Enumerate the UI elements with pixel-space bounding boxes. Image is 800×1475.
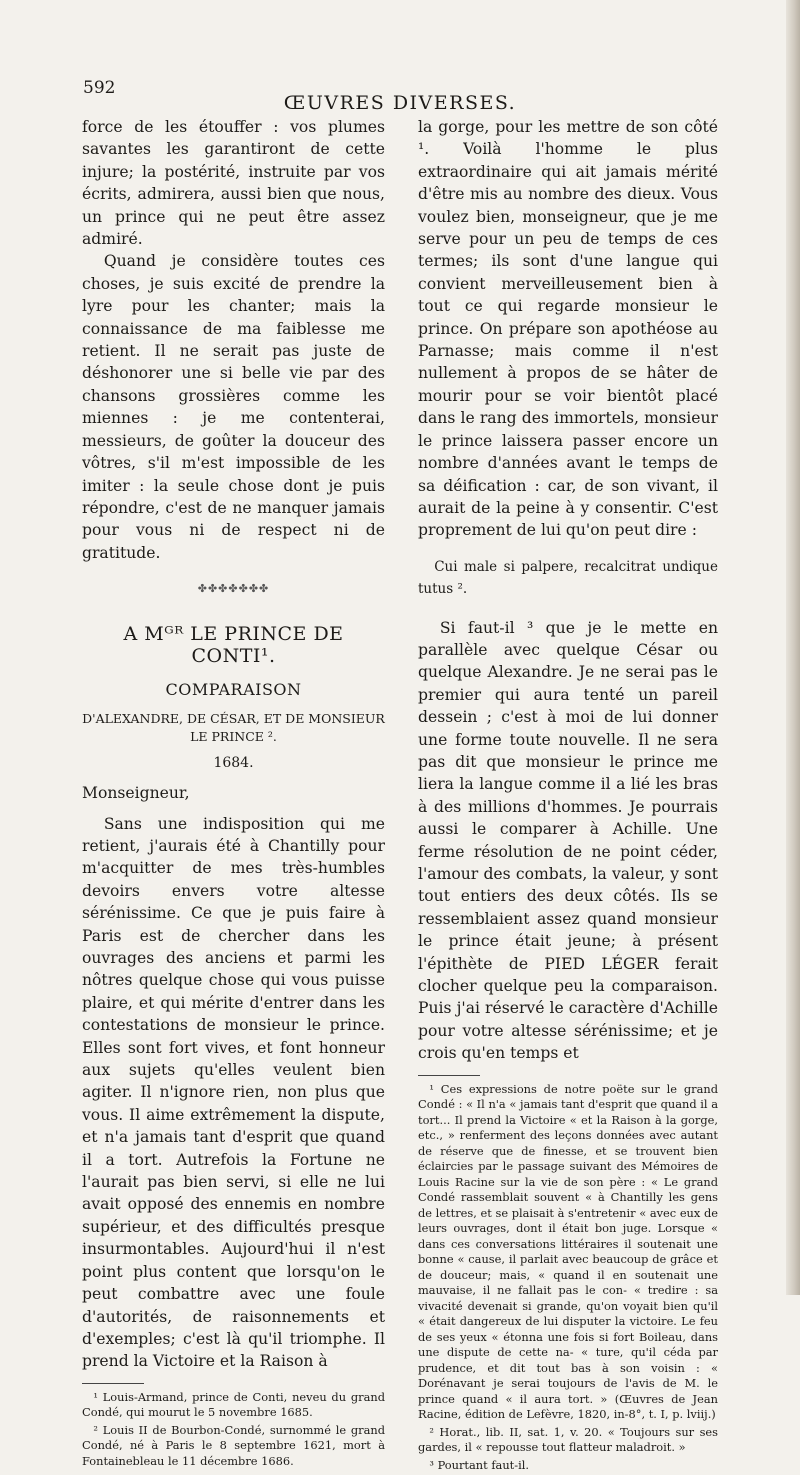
page-edge bbox=[786, 0, 800, 1295]
left-paragraph-2: Quand je considère toutes ces choses, je suis excité de prendre la lyre pour les chanter; mais la connaissance de ma faiblesse me retient. Il ne serait pas juste de déshonorer une si belle vie par des chansons grossières comme les miennes : je me contenterai, messieurs, de goûter la douceur des vôtres, s'il m'est impossible de les imiter : la seule chose dont je puis répondre, c'est de ne manquer jamais pour vous ni de respect ni de gratitude. bbox=[82, 252, 385, 562]
left-footnotes bbox=[82, 1390, 385, 1470]
page-number: 592 bbox=[83, 78, 116, 98]
letter-date: 1684. bbox=[213, 754, 254, 771]
latin-quote: Cui male si palpere, recalcitrat undique tutus ². bbox=[418, 558, 718, 598]
footnote-rule bbox=[418, 1075, 480, 1076]
footnote: ¹ Louis-Armand, prince de Conti, neveu du grand Condé, qui mourut le 5 novembre 1685. bbox=[82, 1389, 385, 1420]
footnote: ² Horat., lib. II, sat. 1, v. 20. « Toujours sur ses gardes, il « repousse tout flatteur maladroit. » bbox=[418, 1424, 718, 1455]
salutation: Monseigneur, bbox=[82, 784, 190, 803]
left-column bbox=[82, 116, 385, 1471]
right-paragraph-2: Si faut-il ³ que je le mette en parallèle avec quelque César ou quelque Alexandre. Je ne serai pas le premier qui aura tenté un pareil dessein ; c'est à moi de lui donner une forme toute nouvelle. Il ne sera pas dit que monsieur le prince me liera la langue comme il a lié les bras à des millions d'hommes. Je pourrais aussi le comparer à Achille. Une ferme résolution de ne point céder, l'amour des combats, la valeur, y sont tout entiers des deux côtés. Ils se ressemblaient assez quand monsieur le prince était jeune; à présent l'épithète de PIED LÉGER ferait clocher quelque peu la comparaison. Puis j'ai réservé le caractère d'Achille pour votre altesse sérénissime; et je crois qu'en temps et bbox=[418, 618, 718, 1063]
right-column bbox=[418, 116, 718, 1475]
footnote: ³ Pourtant faut-il. bbox=[429, 1457, 529, 1472]
right-paragraph-1: la gorge, pour les mettre de son côté ¹. Voilà l'homme le plus extraordinaire qui ait jamais mérité d'être mis au nombre des dieux. Vous voulez bien, monseigneur, que je me serve pour un peu de temps de ces termes; ils sont d'une langue qui convient merveilleusement bien à tout ce qui regarde monsieur le prince. On prépare son apothéose au Parnasse; mais comme il n'est nullement à propos de se hâter de mourir pour se voir bientôt placé dans le rang des immortels, monsieur le prince laissera passer encore un nombre d'années avant le temps de sa déification : car, de son vivant, il aurait de la peine à y consentir. C'est proprement de lui qu'on peut dire : bbox=[418, 118, 718, 540]
left-paragraph-top: force de les étouffer : vos plumes savantes les garantiront de cette injure; la postérité, instruite par vos écrits, admirera, aussi bien que nous, un prince qui ne peut être assez admiré. bbox=[82, 118, 385, 249]
ornament-divider: ✤✤✤✤✤✤✤ bbox=[197, 582, 270, 596]
running-head: ŒUVRES DIVERSES. bbox=[283, 92, 517, 114]
footnote: ¹ Ces expressions de notre poëte sur le grand Condé : « Il n'a « jamais tant d'esprit que quand il a tort... Il prend la Victoire « et la Raison à la gorge, etc., » renferment des leçons données avec autant de réserve que de finesse, et se trouvent bien éclaircies par le passage suivant des Mémoires de Louis Racine sur la vie de son père : « Le grand Condé rassemblait souvent « à Chantilly les gens de lettres, et se plaisait à s'entretenir « avec eux de leurs ouvrages, dont il était bon juge. Lorsque « dans ces conversations littéraires il soutenait une bonne « cause, il parlait avec beaucoup de grâce et de douceur; mais, « quand il en soutenait une mauvaise, il ne fallait pas le con- « tredire : sa vivacité devenait si grande, qu'on voyait bien qu'il « était dangereux de lui disputer la victoire. Le feu de ses yeux « étonna une fois si fort Boileau, dans une dispute de cette na- « ture, qu'il céda par prudence, et dit tout bas à son voisin : « Dorénavant je serai toujours de l'avis de M. le prince quand « il aura tort. » (Œuvres de Jean Racine, édition de Lefèvre, 1820, in-8°, t. I, p. lviij.) bbox=[418, 1081, 718, 1422]
section-subtitle: D'ALEXANDRE, DE CÉSAR, ET DE MONSIEUR LE PRINCE ². bbox=[82, 710, 385, 744]
footnote-rule bbox=[82, 1383, 144, 1384]
section-subheading: COMPARAISON bbox=[165, 680, 302, 700]
right-footnotes bbox=[418, 1082, 718, 1474]
letter-body-left: Sans une indisposition qui me retient, j'aurais été à Chantilly pour m'acquitter de mes très-humbles devoirs envers votre altesse sérénissime. Ce que je puis faire à Paris est de chercher dans les ouvrages des anciens et parmi les nôtres quelque chose qui vous puisse plaire, et qui mérite d'entrer dans les contestations de monsieur le prince. Elles sont fort vives, et font honneur aux sujets qu'elles veulent bien agiter. Il n'ignore rien, non plus que vous. Il aime extrêmement la dispute, et n'a jamais tant d'esprit que quand il a tort. Autrefois la Fortune ne l'aurait pas bien servi, si elle ne lui avait opposé des ennemis en nombre supérieur, et des difficultés presque insurmontables. Aujourd'hui il n'est point plus content que lorsqu'on le peut combattre avec une foule d'autorités, de raisonnements et d'exemples; c'est là qu'il triomphe. Il prend la Victoire et la Raison à bbox=[82, 814, 385, 1371]
section-heading: A Mᴳᴿ LE PRINCE DE CONTI¹. bbox=[123, 622, 344, 667]
footnote: ² Louis II de Bourbon-Condé, surnommé le grand Condé, né à Paris le 8 septembre 1621, mort à Fontainebleau le 11 décembre 1686. bbox=[82, 1422, 385, 1468]
